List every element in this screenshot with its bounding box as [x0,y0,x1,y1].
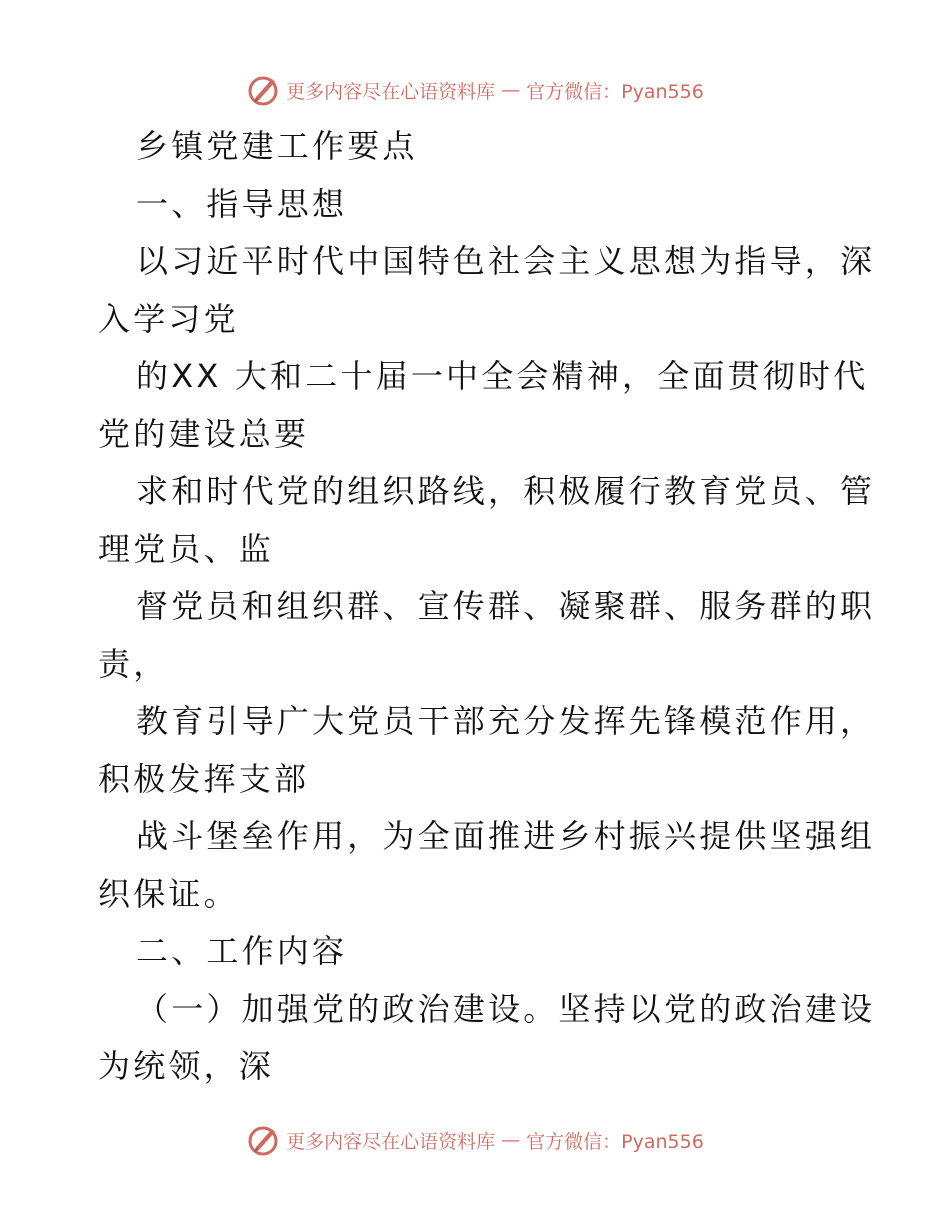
quill-pen-logo-icon [246,73,280,107]
paragraph-line: 责， [98,644,169,683]
paragraph-line: 以习近平时代中国特色社会主义思想为指导，深 [136,242,876,280]
watermark-text: 更多内容尽在心语资料库 [286,1130,496,1153]
paragraph-line: 织保证。 [98,874,239,913]
paragraph-line: 党的建设总要 [98,414,310,453]
paragraph-line: 教育引导广大党员干部充分发挥先锋模范作用， [136,702,876,740]
watermark-text: 更多内容尽在心语资料库 [286,80,496,103]
section-heading: 一、指导思想 [136,184,348,223]
paragraph-line: 求和时代党的组织路线，积极履行教育党员、管 [136,472,876,510]
header-watermark [0,70,950,110]
paragraph-line: 的XX 大和二十届一中全会精神，全面贯彻时代 [136,357,869,395]
paragraph-line: 积极发挥支部 [98,759,310,798]
section-heading: 二、工作内容 [136,932,348,970]
paragraph-line: （一）加强党的政治建设。坚持以党的政治建设 [136,989,876,1028]
paragraph-line: 入学习党 [98,299,239,338]
paragraph-line: 战斗堡垒作用，为全面推进乡村振兴提供坚强组 [136,817,876,855]
document-title: 乡镇党建工作要点 [136,127,418,165]
watermark-wechat: 官方微信：Pyan556 [526,1130,704,1153]
watermark-dash: — [501,1129,521,1151]
watermark-wechat: 官方微信：Pyan556 [526,80,704,103]
watermark-dash: — [501,79,521,101]
quill-pen-logo-icon [246,1123,280,1157]
paragraph-line: 理党员、监 [98,529,275,568]
footer-watermark [0,1120,950,1160]
paragraph-line: 督党员和组织群、宣传群、凝聚群、服务群的职 [136,587,876,625]
paragraph-line: 为统领，深 [98,1047,275,1085]
document-body [98,118,876,1096]
